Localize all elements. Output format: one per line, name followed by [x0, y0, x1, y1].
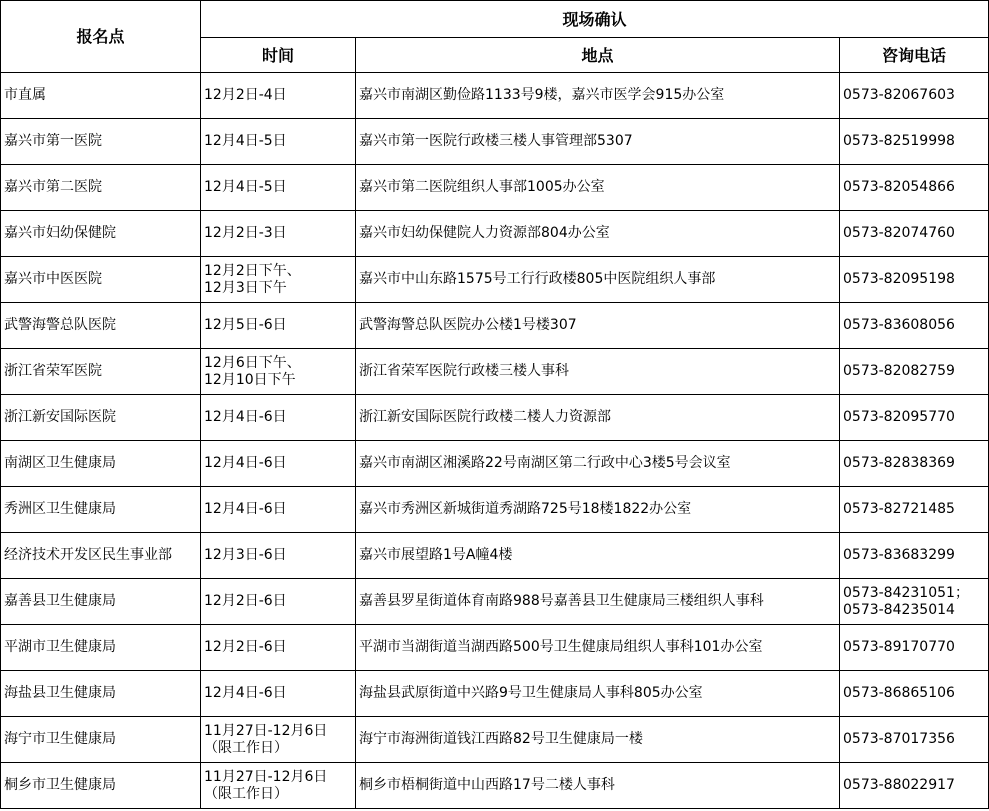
phone-line: 0573-82082759 [843, 363, 955, 379]
phone-line: 0573-83683299 [843, 547, 955, 563]
phone-cell [840, 349, 989, 395]
header-time: 时间 [201, 38, 356, 73]
time-cell [201, 119, 356, 165]
phone-cell [840, 211, 989, 257]
site-cell: 嘉兴市中医医院 [1, 257, 201, 303]
phone-cell [840, 717, 989, 763]
location-cell: 海盐县武原街道中兴路9号卫生健康局人事科805办公室 [356, 671, 840, 717]
site-cell: 武警海警总队医院 [1, 303, 201, 349]
time-cell [201, 395, 356, 441]
location-cell: 嘉兴市南湖区勤俭路1133号9楼，嘉兴市医学会915办公室 [356, 73, 840, 119]
location-cell: 嘉兴市第二医院组织人事部1005办公室 [356, 165, 840, 211]
table-row [1, 349, 989, 395]
time-cell [201, 487, 356, 533]
time-cell [201, 73, 356, 119]
table-row [1, 73, 989, 119]
phone-cell [840, 119, 989, 165]
phone-line: 0573-84235014 [843, 601, 955, 618]
time-line: 12月5日-6日 [204, 317, 287, 333]
time-cell [201, 303, 356, 349]
site-cell: 市直属 [1, 73, 201, 119]
location-cell: 浙江新安国际医院行政楼二楼人力资源部 [356, 395, 840, 441]
table-body [1, 73, 989, 809]
phone-line: 0573-83608056 [843, 317, 955, 333]
time-line: 12月4日-5日 [204, 179, 287, 195]
table-row [1, 441, 989, 487]
phone-cell [840, 441, 989, 487]
phone-line: 0573-82067603 [843, 87, 955, 103]
phone-line: 0573-82095198 [843, 271, 955, 287]
site-cell: 海宁市卫生健康局 [1, 717, 201, 763]
site-cell: 嘉兴市妇幼保健院 [1, 211, 201, 257]
phone-line: 0573-87017356 [843, 731, 955, 747]
location-cell: 平湖市当湖街道当湖西路500号卫生健康局组织人事科101办公室 [356, 625, 840, 671]
phone-cell [840, 395, 989, 441]
phone-cell [840, 303, 989, 349]
header-onsite-confirmation: 现场确认 [201, 1, 989, 38]
location-cell: 海宁市海洲街道钱江西路82号卫生健康局一楼 [356, 717, 840, 763]
time-cell [201, 671, 356, 717]
site-cell: 浙江新安国际医院 [1, 395, 201, 441]
time-line: 12月10日下午 [204, 371, 296, 388]
site-cell: 浙江省荣军医院 [1, 349, 201, 395]
phone-cell [840, 579, 989, 625]
time-cell [201, 165, 356, 211]
phone-cell [840, 257, 989, 303]
table-row [1, 395, 989, 441]
location-cell: 嘉兴市第一医院行政楼三楼人事管理部5307 [356, 119, 840, 165]
phone-line: 0573-84231051； [843, 584, 969, 601]
site-cell: 经济技术开发区民生事业部 [1, 533, 201, 579]
header-location: 地点 [356, 38, 840, 73]
phone-line: 0573-82721485 [843, 501, 955, 517]
time-line: 12月2日-4日 [204, 87, 287, 103]
phone-line: 0573-89170770 [843, 639, 955, 655]
location-cell: 嘉兴市秀洲区新城街道秀湖路725号18楼1822办公室 [356, 487, 840, 533]
table-row [1, 763, 989, 809]
phone-line: 0573-82838369 [843, 455, 955, 471]
site-cell: 桐乡市卫生健康局 [1, 763, 201, 809]
time-cell [201, 257, 356, 303]
time-line: 12月2日-6日 [204, 593, 287, 609]
location-cell: 嘉兴市南湖区湘溪路22号南湖区第二行政中心3楼5号会议室 [356, 441, 840, 487]
phone-line: 0573-82095770 [843, 409, 955, 425]
phone-cell [840, 533, 989, 579]
phone-cell [840, 487, 989, 533]
site-cell: 嘉兴市第一医院 [1, 119, 201, 165]
site-cell: 平湖市卫生健康局 [1, 625, 201, 671]
header-phone: 咨询电话 [840, 38, 989, 73]
table-row [1, 533, 989, 579]
time-line: 12月4日-6日 [204, 501, 287, 517]
time-line: 12月2日下午、 [204, 262, 301, 279]
time-line: 12月4日-6日 [204, 685, 287, 701]
table-row [1, 625, 989, 671]
time-cell [201, 579, 356, 625]
phone-cell [840, 165, 989, 211]
table-row [1, 165, 989, 211]
location-cell: 武警海警总队医院办公楼1号楼307 [356, 303, 840, 349]
phone-line: 0573-86865106 [843, 685, 955, 701]
time-line: （限工作日） [204, 785, 288, 802]
time-cell [201, 349, 356, 395]
time-line: 12月6日下午、 [204, 354, 301, 371]
time-line: 12月4日-5日 [204, 133, 287, 149]
location-cell: 嘉善县罗星街道体育南路988号嘉善县卫生健康局三楼组织人事科 [356, 579, 840, 625]
time-cell [201, 717, 356, 763]
time-line: 11月27日-12月6日 [204, 768, 328, 785]
table-row [1, 487, 989, 533]
site-cell: 嘉兴市第二医院 [1, 165, 201, 211]
time-cell [201, 533, 356, 579]
phone-line: 0573-82054866 [843, 179, 955, 195]
table-row [1, 211, 989, 257]
phone-line: 0573-82519998 [843, 133, 955, 149]
time-cell [201, 441, 356, 487]
table-row [1, 257, 989, 303]
location-cell: 嘉兴市妇幼保健院人力资源部804办公室 [356, 211, 840, 257]
phone-cell [840, 73, 989, 119]
time-line: 12月4日-6日 [204, 409, 287, 425]
site-cell: 嘉善县卫生健康局 [1, 579, 201, 625]
location-cell: 嘉兴市展望路1号A幢4楼 [356, 533, 840, 579]
time-cell [201, 625, 356, 671]
time-line: 12月3日下午 [204, 279, 287, 296]
table-row [1, 671, 989, 717]
phone-line: 0573-88022917 [843, 777, 955, 793]
site-cell: 秀洲区卫生健康局 [1, 487, 201, 533]
time-line: 12月2日-6日 [204, 639, 287, 655]
phone-line: 0573-82074760 [843, 225, 955, 241]
phone-cell [840, 625, 989, 671]
location-cell: 浙江省荣军医院行政楼三楼人事科 [356, 349, 840, 395]
site-cell: 南湖区卫生健康局 [1, 441, 201, 487]
time-line: （限工作日） [204, 739, 288, 756]
location-cell: 桐乡市梧桐街道中山西路17号二楼人事科 [356, 763, 840, 809]
table-row [1, 303, 989, 349]
time-line: 12月3日-6日 [204, 547, 287, 563]
table-row [1, 579, 989, 625]
time-line: 12月4日-6日 [204, 455, 287, 471]
time-cell [201, 763, 356, 809]
table-row [1, 717, 989, 763]
phone-cell [840, 671, 989, 717]
time-line: 12月2日-3日 [204, 225, 287, 241]
header-site: 报名点 [1, 1, 201, 73]
location-cell: 嘉兴市中山东路1575号工行行政楼805中医院组织人事部 [356, 257, 840, 303]
phone-cell [840, 763, 989, 809]
table-row [1, 119, 989, 165]
site-cell: 海盐县卫生健康局 [1, 671, 201, 717]
time-line: 11月27日-12月6日 [204, 722, 328, 739]
time-cell [201, 211, 356, 257]
